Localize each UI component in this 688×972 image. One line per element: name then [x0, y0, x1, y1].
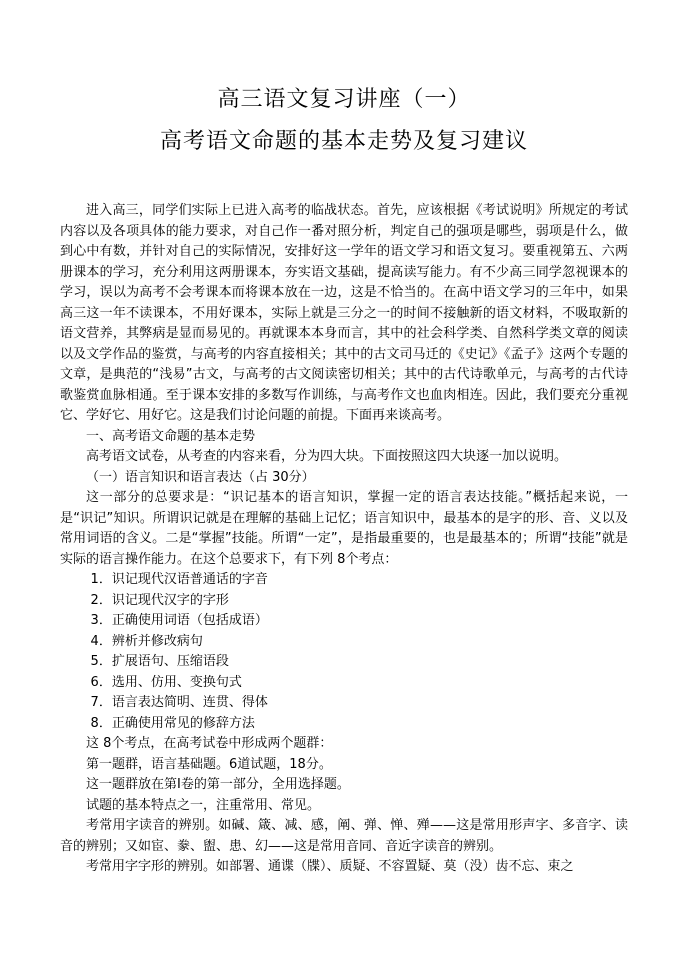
character-form-paragraph: 考常用字字形的辨别。如部署、通谍（牒）、质疑、不容置疑、莫（没）齿不忘、束之 — [86, 859, 574, 874]
intro-paragraph: 进入高三，同学们实际上已进入高考的临战状态。首先，应该根据《考试说明》所规定的考试内容以及各项具体的能力要求，对自己作一番对照分析，判定自己的强项是哪些，弱项是什么，做到心中有数，并针对自己的实际情况，安排好这一学年的语文学习和语文复习。要重视第五、六两册课本的学习，充分利用这两册课本，夯实语文基础，提高读写能力。有不少高三同学忽视课本的学习，误以为高考不会考课本而将课本放在一边，这是不恰当的。在高中语文学习的三年中，如果高三这一年不读课本，不用好课本，实际上就是三分之一的时间不接触新的语文材料，不吸取新的语文营养，其弊病是显而易见的。再就课本本身而言，其中的社会科学类、自然科学类文章的阅读以及文学作品的鉴赏，与高考的内容直接相关；其中的古文司马迁的《史记》《孟子》这两个专题的文章，是典范的“浅易”古文，与高考的古文阅读密切相关；其中的古代诗歌单元，与高考的古代诗歌鉴赏血脉相通。至于课本安排的多数写作训练，与高考作文也血肉相连。因此，我们要充分重视它、学好它、用好它。这是我们讨论问题的前提。下面再来谈高考。 — [60, 203, 628, 423]
feature-statement: 试题的基本特点之一，注重常用、常见。 — [86, 797, 321, 813]
list-item: 4．辨析并修改病句 — [90, 633, 203, 649]
list-item: 5．扩展语句、压缩语段 — [90, 654, 229, 669]
question-group-1: 第一题群，语言基础题。6道试题，18分。 — [86, 756, 332, 772]
list-item: 8．正确使用常见的修辞方法 — [90, 715, 255, 731]
requirements-paragraph: 这一部分的总要求是：“识记基本的语言知识，掌握一定的语言表达技能。”概括起来说，一是“识记”知识。所谓识记就是在理解的基础上记忆；语言知识中，最基本的是字的形、音、义以及常用词语的含义。二是“掌握”技能。所谓“一定”，是指最重要的，也是最基本的；所谓“技能”就是实际的语言操作能力。在这个总要求下，有下列 8个考点： — [60, 490, 628, 567]
list-item: 1．识记现代汉语普通话的字音 — [90, 572, 268, 587]
document-title-main: 高三语文复习讲座（一） — [217, 87, 471, 112]
document-body — [60, 201, 628, 878]
section-overview-paragraph: 高考语文试卷，从考查的内容来看，分为四大块。下面按照这四大块逐一加以说明。 — [86, 449, 568, 464]
list-item: 6．选用、仿用、变换句式 — [90, 674, 242, 690]
question-group-1-note: 这一题群放在第Ⅰ卷的第一部分，全用选择题。 — [86, 777, 350, 792]
subsection-heading-1: （一）语言知识和语言表达（占 30分） — [86, 469, 315, 485]
section-heading-1: 一、高考语文命题的基本走势 — [86, 428, 256, 444]
list-item: 3．正确使用词语（包括成语） — [90, 613, 268, 628]
question-groups-intro: 这 8个考点，在高考试卷中形成两个题群： — [86, 736, 333, 751]
pronunciation-paragraph: 考常用字读音的辨别。如碱、箴、减、感，阐、弹、惮、殚——这是常用形声字、多音字、读音的辨别；又如宦、豢、盥、患、幻——这是常用音同、音近字读音的辨别。 — [60, 818, 628, 854]
list-item: 7．语言表达简明、连贯、得体 — [90, 695, 268, 710]
document-title-sub: 高考语文命题的基本走势及复习建议 — [159, 129, 528, 154]
list-item: 2．识记现代汉字的字形 — [90, 592, 229, 608]
